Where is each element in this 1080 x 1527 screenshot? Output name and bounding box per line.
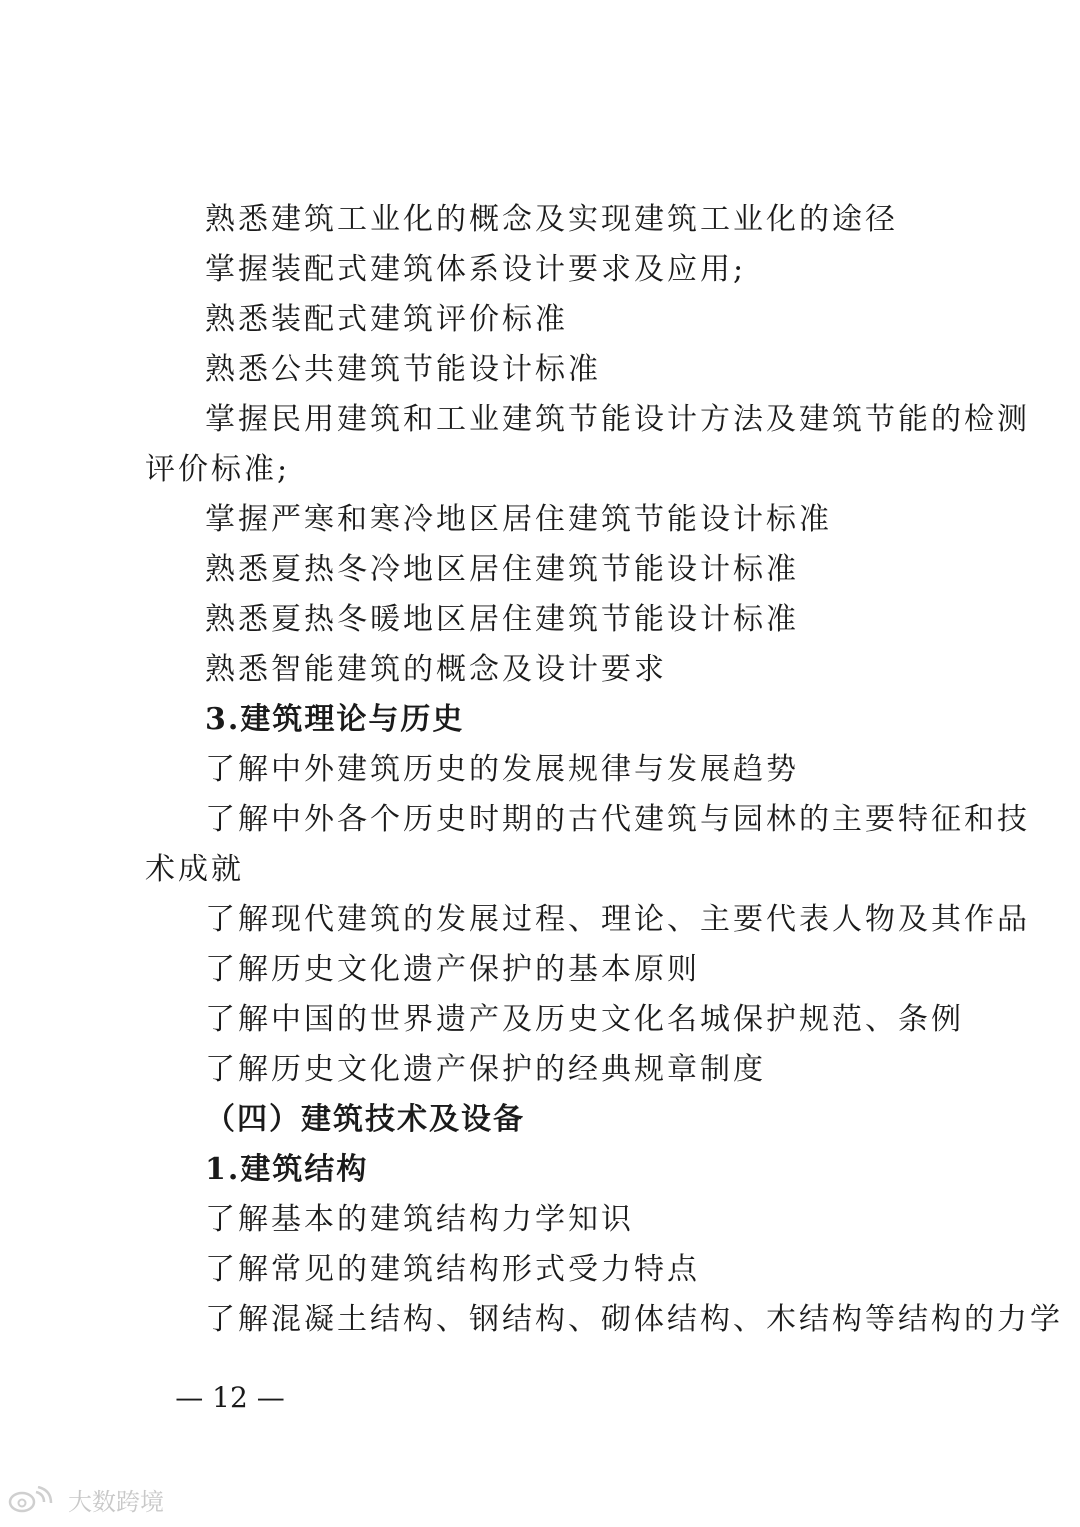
text-line: 了解历史文化遗产保护的基本原则 bbox=[205, 952, 700, 987]
page-number: — 12 — bbox=[175, 1381, 285, 1414]
text-line: 了解历史文化遗产保护的经典规章制度 bbox=[205, 1052, 766, 1087]
text-line: 了解常见的建筑结构形式受力特点 bbox=[205, 1252, 700, 1287]
section-heading: 3.建筑理论与历史 bbox=[205, 702, 465, 737]
text-line: 掌握严寒和寒冷地区居住建筑节能设计标准 bbox=[205, 502, 832, 537]
text-line: 熟悉装配式建筑评价标准 bbox=[205, 302, 568, 337]
text-line: 了解中国的世界遗产及历史文化名城保护规范、条例 bbox=[205, 1002, 964, 1037]
text-line: 了解现代建筑的发展过程、理论、主要代表人物及其作品 bbox=[205, 902, 1030, 937]
text-line-continuation: 术成就 bbox=[145, 852, 244, 887]
text-line-continuation: 评价标准; bbox=[145, 452, 291, 487]
text-line: 掌握民用建筑和工业建筑节能设计方法及建筑节能的检测 bbox=[205, 402, 1030, 437]
text-line: 了解中外建筑历史的发展规律与发展趋势 bbox=[205, 752, 799, 787]
text-line: 了解中外各个历史时期的古代建筑与园林的主要特征和技 bbox=[205, 802, 1030, 837]
text-line: 熟悉建筑工业化的概念及实现建筑工业化的途径 bbox=[205, 202, 898, 237]
text-line: 熟悉夏热冬暖地区居住建筑节能设计标准 bbox=[205, 602, 799, 637]
section-heading: 1.建筑结构 bbox=[205, 1152, 369, 1187]
text-line: 熟悉夏热冬冷地区居住建筑节能设计标准 bbox=[205, 552, 799, 587]
watermark-text: 大数跨境 bbox=[68, 1488, 164, 1516]
text-line: 掌握装配式建筑体系设计要求及应用; bbox=[205, 252, 747, 287]
weibo-logo-icon bbox=[8, 1486, 62, 1514]
text-line: 熟悉公共建筑节能设计标准 bbox=[205, 352, 601, 387]
text-line: 熟悉智能建筑的概念及设计要求 bbox=[205, 652, 667, 687]
text-line: 了解基本的建筑结构力学知识 bbox=[205, 1202, 634, 1237]
chapter-heading: （四）建筑技术及设备 bbox=[205, 1102, 525, 1137]
text-line: 了解混凝土结构、钢结构、砌体结构、木结构等结构的力学 bbox=[205, 1302, 1063, 1337]
watermark bbox=[8, 1482, 164, 1517]
